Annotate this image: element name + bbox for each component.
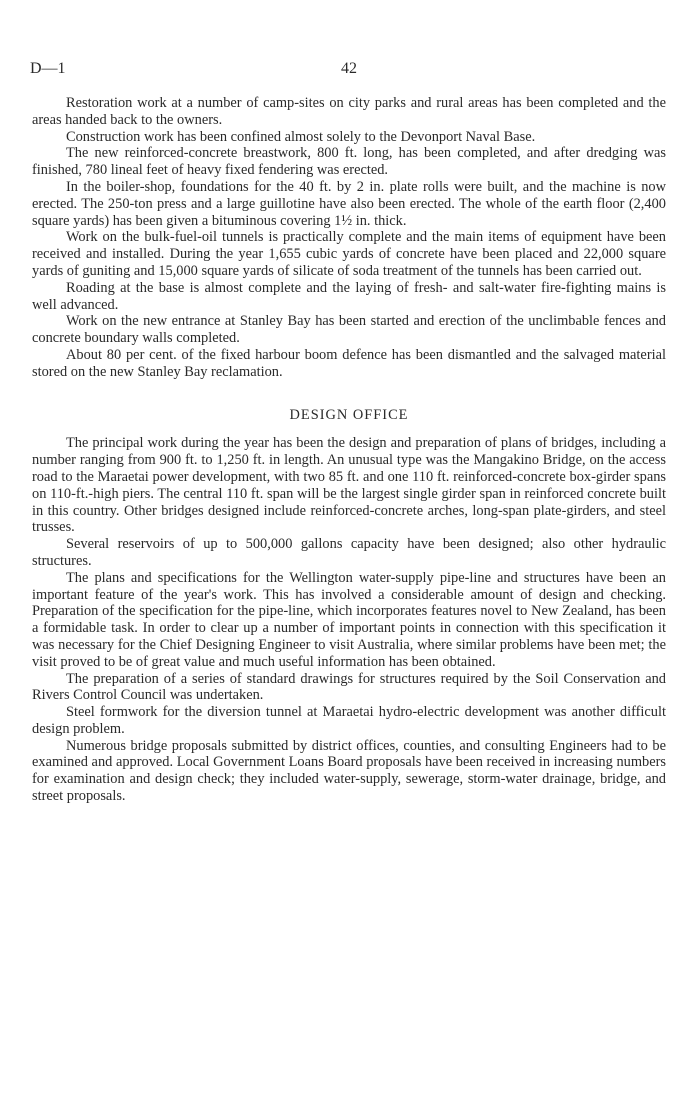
- page-body: [32, 95, 666, 805]
- paragraph: Roading at the base is almost complete and the laying of fresh- and salt-water fire-fighting mains is well advanced.: [32, 279, 666, 313]
- page-number: 42: [341, 60, 357, 77]
- paragraph: Numerous bridge proposals submitted by district offices, counties, and consulting Engineers had to be examined and approved. Local Government Loans Board proposals have been received in increasing numbers for examination and design check; they included water-supply, sewerage, storm-water drainage, bridge, and street proposals.: [32, 737, 666, 805]
- paragraph: In the boiler-shop, foundations for the 40 ft. by 2 in. plate rolls were built, and the machine is now erected. The 250-ton press and a large guillotine have also been erected. The whole of the earth floor (2,400 square yards) has been given a bituminous covering 1½ in. thick.: [32, 178, 666, 229]
- section-heading: DESIGN OFFICE: [289, 406, 409, 423]
- paragraph: Construction work has been confined almost solely to the Devonport Naval Base.: [66, 128, 536, 145]
- paragraph: Steel formwork for the diversion tunnel at Maraetai hydro-electric development was another difficult design problem.: [32, 704, 666, 737]
- paragraph: The new reinforced-concrete breastwork, 800 ft. long, has been completed, and after dredging was finished, 780 lineal feet of heavy fixed fendering was erected.: [32, 145, 666, 179]
- paragraph: The plans and specifications for the Wellington water-supply pipe-line and structures have been an important feature of the year's work. This has involved a considerable amount of design and checking. Preparation of the specification for the pipe-line, which incorporates features novel to New Zealand, has been a formidable task. In order to clear up a number of important points in connection with this specification it was necessary for the Chief Designing Engineer to visit Australia, where similar problems have been met; the visit proved to be of great value and much useful information has been obtained.: [32, 569, 666, 670]
- series-code: D—1: [30, 60, 66, 77]
- paragraph: The principal work during the year has been the design and preparation of plans of bridges, including a number ranging from 900 ft. to 1,250 ft. in length. An unusual type was the Mangakino Bridge, on the access road to the Maraetai power development, with two 85 ft. and one 110 ft. reinforced-concrete box-girder spans on 110-ft.-high piers. The central 110 ft. span will be the largest single girder span in reinforced concrete built in this country. Other bridges designed include reinforced-concrete arches, long-span plate-girders, and steel trusses.: [32, 435, 666, 536]
- paragraph: Several reservoirs of up to 500,000 gallons capacity have been designed; also other hydraulic structures.: [32, 536, 666, 569]
- paragraph: Work on the new entrance at Stanley Bay has been started and erection of the unclimbable fences and concrete boundary walls completed.: [32, 313, 666, 347]
- page-header: [30, 60, 670, 84]
- paragraph: Work on the bulk-fuel-oil tunnels is practically complete and the main items of equipment have been received and installed. During the year 1,655 cubic yards of concrete have been placed and 22,000 square yards of guniting and 15,000 square yards of silicate of soda treatment of the tunnels has been carried out.: [32, 229, 666, 279]
- paragraph: About 80 per cent. of the fixed harbour boom defence has been dismantled and the salvaged material stored on the new Stanley Bay reclamation.: [32, 346, 666, 380]
- paragraph: The preparation of a series of standard drawings for structures required by the Soil Conservation and Rivers Control Council was undertaken.: [32, 670, 666, 704]
- paragraph: Restoration work at a number of camp-sites on city parks and rural areas has been completed and the areas handed back to the owners.: [32, 95, 666, 128]
